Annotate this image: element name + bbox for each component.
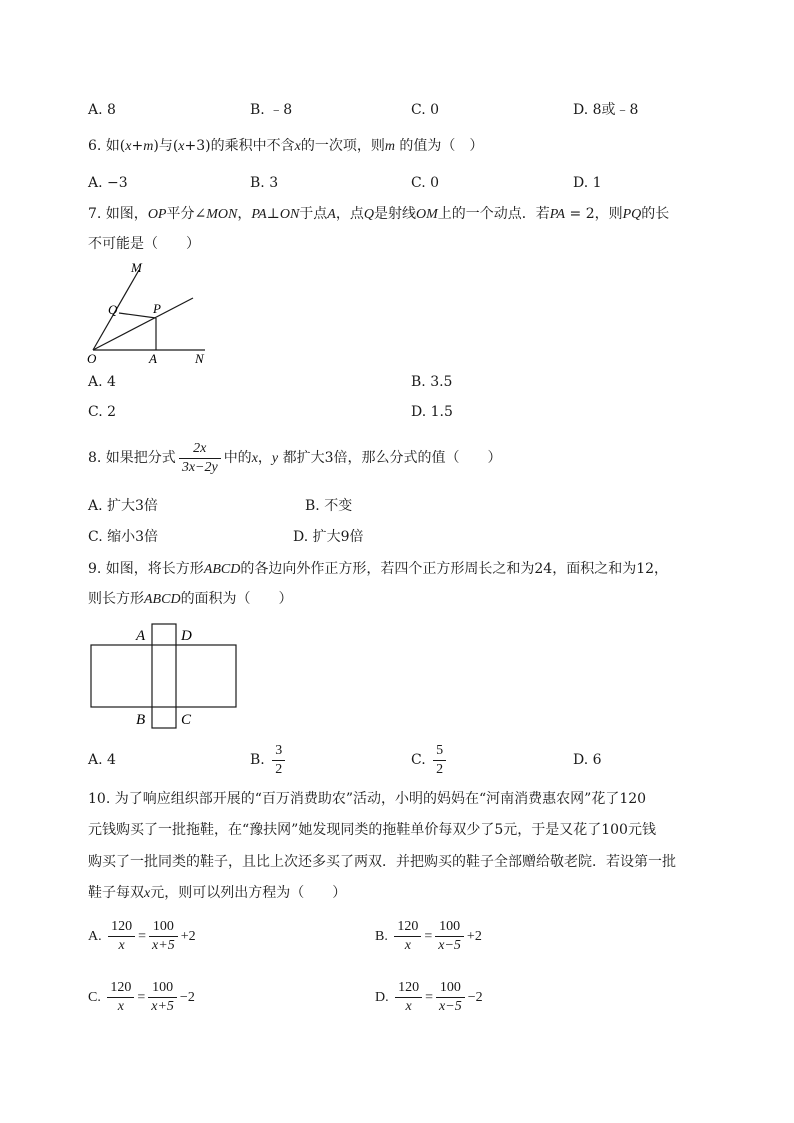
fraction-numerator: 120 xyxy=(107,979,134,998)
q7-var: A xyxy=(327,207,336,222)
label-o: O xyxy=(87,351,97,366)
q7-var: PA xyxy=(549,207,566,222)
q7-text: ⊥ xyxy=(266,206,280,222)
q8-fraction xyxy=(179,440,221,477)
fraction xyxy=(436,979,465,1016)
q9-rectangle-figure xyxy=(85,618,245,736)
q6-var: m xyxy=(143,139,154,154)
q9-option-a: A. 4 xyxy=(88,752,116,768)
q7-text: 上的一个动点．若 xyxy=(437,206,550,222)
q9-option-b-label: B. xyxy=(250,752,265,768)
q5-option-b: B. ﹣8 xyxy=(250,102,293,118)
q6-text: + xyxy=(131,138,144,154)
q8-text: 都扩大3倍，那么分式的值（ ） xyxy=(278,450,502,466)
option-label: B. xyxy=(375,929,388,944)
vertical-squares xyxy=(152,624,176,728)
q8-option-d: D. 扩大9倍 xyxy=(293,529,364,545)
q10-text: 元，则可以列出方程为（ ） xyxy=(150,885,347,901)
q6-text: 6. 如( xyxy=(88,138,126,154)
q6-text: )与( xyxy=(153,138,179,154)
q10-option-a: A. $\frac{120}{x}$ = $\frac{100}{x+5}$ +2 xyxy=(88,919,196,954)
fraction-denominator: 2 xyxy=(436,761,444,777)
q9-option-c-label: C. xyxy=(411,752,426,768)
q10-stem-line3: 购买了一批同类的鞋子，且比上次还多买了两双．并把购买的鞋子全部赠给敬老院．若设第一批 xyxy=(88,854,676,870)
q8-option-a: A. 扩大3倍 xyxy=(88,498,158,514)
q7-text: 平分∠ xyxy=(166,206,207,222)
q9-option-c-fraction xyxy=(433,742,446,779)
q8-var: y xyxy=(271,451,279,466)
q7-var: ON xyxy=(279,207,300,222)
q7-stem-line1 xyxy=(88,204,669,225)
q9-var: ABCD xyxy=(144,592,181,607)
fraction-denominator: x xyxy=(118,938,125,954)
q7-angle-figure xyxy=(85,258,215,368)
q8-var: x xyxy=(251,451,258,466)
fraction-numerator: 100 xyxy=(436,979,465,998)
q9-stem-line1 xyxy=(88,559,668,580)
segment-pq xyxy=(119,313,156,318)
fraction xyxy=(148,979,177,1016)
q7-var: Q xyxy=(363,207,374,222)
fraction-numerator: 120 xyxy=(395,979,422,998)
label-p: P xyxy=(153,301,161,316)
fraction-denominator: x−5 xyxy=(439,999,462,1015)
q7-option-d: D. 1.5 xyxy=(411,404,453,420)
label-q: Q xyxy=(108,302,118,317)
q6-text: +3)的乘积中不含 xyxy=(184,138,295,154)
q10-option-c: C. $\frac{120}{x}$ = $\frac{100}{x+5}$ −2 xyxy=(88,980,195,1015)
fraction-numerator: 120 xyxy=(394,918,421,937)
option-tail: −2 xyxy=(467,990,483,1005)
q9-option-c xyxy=(411,738,449,782)
q8-stem xyxy=(88,436,501,481)
q8-option-c: C. 缩小3倍 xyxy=(88,529,159,545)
label-c: C xyxy=(181,712,192,728)
fraction-denominator: x+5 xyxy=(152,938,175,954)
fraction-numerator: 5 xyxy=(433,742,446,761)
q6-text: 的一次项，则 xyxy=(300,138,385,154)
q10-text: 鞋子每双 xyxy=(88,885,144,901)
q10-option-b: B. $\frac{120}{x}$ = $\frac{100}{x-5}$ +2 xyxy=(375,919,482,954)
q6-stem xyxy=(88,136,483,157)
q7-text: ， xyxy=(237,206,252,222)
q9-option-d: D. 6 xyxy=(573,752,602,768)
q6-text: 的值为（ ） xyxy=(394,138,484,154)
fraction-denominator: x+5 xyxy=(151,999,174,1015)
q9-text: 9. 如图，将长方形 xyxy=(88,561,204,577)
q9-var: ABCD xyxy=(203,562,241,577)
q5-option-c: C. 0 xyxy=(411,102,440,118)
label-a: A xyxy=(149,351,157,366)
fraction-denominator: x xyxy=(404,938,411,954)
q7-var: PQ xyxy=(622,207,642,222)
option-label: A. xyxy=(88,929,102,944)
fraction-numerator: 100 xyxy=(435,918,464,937)
fraction-numerator: 3 xyxy=(272,742,285,761)
fraction-denominator: x xyxy=(405,999,412,1015)
q10-option-d: D. $\frac{120}{x}$ = $\frac{100}{x-5}$ −2 xyxy=(375,980,483,1015)
q7-var: OM xyxy=(415,207,438,222)
q7-var: OP xyxy=(147,207,167,222)
label-n: N xyxy=(195,351,204,366)
q6-option-a: A. −3 xyxy=(88,175,128,191)
q9-text: 则长方形 xyxy=(88,591,144,607)
label-d: D xyxy=(181,628,192,644)
option-tail: −2 xyxy=(179,990,195,1005)
q7-text: = 2，则 xyxy=(565,206,623,222)
q6-option-b: B. 3 xyxy=(250,175,279,191)
q9-text: 的面积为（ ） xyxy=(180,591,293,607)
q10-stem-line1: 10. 为了响应组织部开展的“百万消费助农”活动，小明的妈妈在“河南消费惠农网”花了120 xyxy=(88,791,647,807)
fraction-denominator: x−5 xyxy=(438,938,461,954)
fraction xyxy=(394,918,421,955)
q7-text: 于点 xyxy=(299,206,328,222)
q7-text: 是射线 xyxy=(373,206,416,222)
fraction-denominator: 2 xyxy=(275,761,283,777)
q8-text: ， xyxy=(257,450,272,466)
option-tail: +2 xyxy=(180,929,196,944)
q7-stem-line2: 不可能是（ ） xyxy=(88,236,200,252)
q8-fraction-numerator: 2x xyxy=(179,440,221,459)
q5-option-d: D. 8或﹣8 xyxy=(573,102,639,118)
q8-option-b: B. 不变 xyxy=(305,498,353,514)
q7-option-c: C. 2 xyxy=(88,404,117,420)
fraction-denominator: x xyxy=(117,999,124,1015)
label-b: B xyxy=(136,712,146,728)
q5-option-a: A. 8 xyxy=(88,102,116,118)
fraction xyxy=(108,918,135,955)
fraction xyxy=(435,918,464,955)
q10-stem-line2: 元钱购买了一批拖鞋，在“豫扶网”她发现同类的拖鞋单价每双少了5元，于是又花了100元钱 xyxy=(88,822,656,838)
option-tail: +2 xyxy=(466,929,482,944)
q6-option-c: C. 0 xyxy=(411,175,440,191)
q10-stem-line4 xyxy=(88,883,346,904)
horizontal-squares xyxy=(91,645,236,707)
q7-var: MON xyxy=(206,207,238,222)
fraction xyxy=(107,979,134,1016)
q8-text: 中的 xyxy=(223,450,252,466)
q7-option-a: A. 4 xyxy=(88,374,116,390)
q9-option-b-fraction xyxy=(272,742,285,779)
label-m: M xyxy=(131,260,142,275)
fraction-numerator: 120 xyxy=(108,918,135,937)
fraction-numerator: 100 xyxy=(148,979,177,998)
fraction xyxy=(395,979,422,1016)
q7-text: ，点 xyxy=(335,206,364,222)
q7-text: 7. 如图， xyxy=(88,206,148,222)
q6-var: x xyxy=(178,139,185,154)
q8-text: 8. 如果把分式 xyxy=(88,450,176,466)
q9-option-b xyxy=(250,738,288,782)
q7-var: PA xyxy=(251,207,267,222)
option-label: D. xyxy=(375,990,389,1005)
fraction xyxy=(149,918,178,955)
q9-text: 的各边向外作正方形，若四个正方形周长之和为24，面积之和为12， xyxy=(240,561,669,577)
option-label: C. xyxy=(88,990,101,1005)
q8-fraction-denominator: 3x−2y xyxy=(181,459,218,475)
q10-var: x xyxy=(144,886,151,901)
q6-var: m xyxy=(384,139,395,154)
q9-stem-line2 xyxy=(88,589,293,610)
q7-text: 的长 xyxy=(641,206,670,222)
q7-option-b: B. 3.5 xyxy=(411,374,453,390)
label-a: A xyxy=(136,628,146,644)
fraction-numerator: 100 xyxy=(149,918,178,937)
q6-var: x xyxy=(125,139,132,154)
q6-var: x xyxy=(294,139,301,154)
q6-option-d: D. 1 xyxy=(573,175,602,191)
